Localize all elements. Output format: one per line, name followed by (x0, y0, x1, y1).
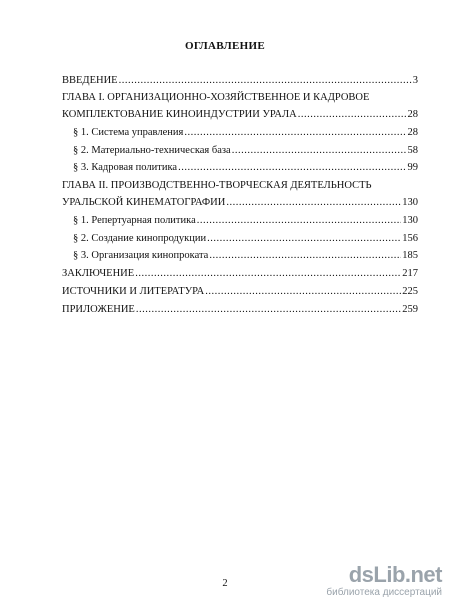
toc-entry-label: § 2. Материально-техническая база (73, 145, 231, 156)
toc-entry-label: ВВЕДЕНИЕ (62, 75, 118, 86)
toc-entry-page: 99 (407, 162, 418, 173)
toc-leader-dots (298, 107, 407, 123)
toc-entry-1-2 (73, 143, 418, 159)
toc-entry-2-2 (73, 231, 418, 247)
toc-entry-2-1 (73, 213, 418, 229)
toc-entry-label: ЗАКЛЮЧЕНИЕ (62, 268, 135, 279)
toc-entry-label: § 3. Организация кинопроката (73, 250, 209, 261)
toc-entry-chapter-1 (62, 107, 418, 123)
toc-entry-conclusion (62, 266, 418, 282)
toc-chapter-1-heading: ГЛАВА I. ОРГАНИЗАЦИОННО-ХОЗЯЙСТВЕННОЕ И КАДРОВОЕ (62, 92, 370, 103)
toc-entry-chapter-2 (62, 195, 418, 211)
toc-entry-2-3 (73, 248, 418, 264)
toc-entry-page: 156 (402, 233, 418, 244)
toc-chapter-2-heading: ГЛАВА II. ПРОИЗВОДСТВЕННО-ТВОРЧЕСКАЯ ДЕЯТЕЛЬНОСТЬ (62, 180, 372, 191)
toc-entry-page: 185 (402, 250, 418, 261)
toc-entry-label: УРАЛЬСКОЙ КИНЕМАТОГРАФИИ (62, 197, 226, 208)
watermark-logo: dsLib.net (348, 562, 442, 587)
toc-entry-sources (62, 284, 418, 300)
toc-entry-page: 3 (412, 75, 418, 86)
toc-leader-dots (232, 143, 407, 159)
toc-entry-page: 130 (402, 215, 418, 226)
toc-entry-appendix (62, 302, 418, 318)
toc-entry-page: 28 (407, 127, 418, 138)
toc-entry-page: 58 (407, 145, 418, 156)
toc-entry-1-1 (73, 125, 418, 141)
toc-leader-dots (209, 248, 401, 264)
toc-leader-dots (205, 284, 401, 300)
toc-leader-dots (197, 213, 402, 229)
toc-entry-page: 225 (402, 286, 418, 297)
toc-entry-1-3 (73, 160, 418, 176)
toc-leader-dots (207, 231, 401, 247)
toc-entry-page: 28 (407, 109, 418, 120)
page-title: ОГЛАВЛЕНИЕ (185, 40, 265, 52)
toc-entry-label: ИСТОЧНИКИ И ЛИТЕРАТУРА (62, 286, 205, 297)
toc-entry-introduction (62, 73, 418, 89)
toc-entry-page: 259 (402, 304, 418, 315)
toc-entry-page: 130 (402, 197, 418, 208)
site-watermark (322, 563, 442, 599)
toc-entry-page: 217 (402, 268, 418, 279)
toc-leader-dots (135, 266, 401, 282)
toc-leader-dots (178, 160, 406, 176)
toc-leader-dots (226, 195, 401, 211)
toc-leader-dots (184, 125, 406, 141)
toc-leader-dots (136, 302, 401, 318)
toc-entry-label: КОМПЛЕКТОВАНИЕ КИНОИНДУСТРИИ УРАЛА (62, 109, 297, 120)
toc-entry-label: § 1. Система управления (73, 127, 184, 138)
toc-entry-label: ПРИЛОЖЕНИЕ (62, 304, 135, 315)
page-number: 2 (222, 578, 228, 589)
toc-entry-label: § 1. Репертуарная политика (73, 215, 196, 226)
watermark-subtitle: библиотека диссертаций (326, 587, 442, 598)
toc-leader-dots (119, 73, 412, 89)
toc-entry-label: § 2. Создание кинопродукции (73, 233, 207, 244)
toc-entry-label: § 3. Кадровая политика (73, 162, 178, 173)
